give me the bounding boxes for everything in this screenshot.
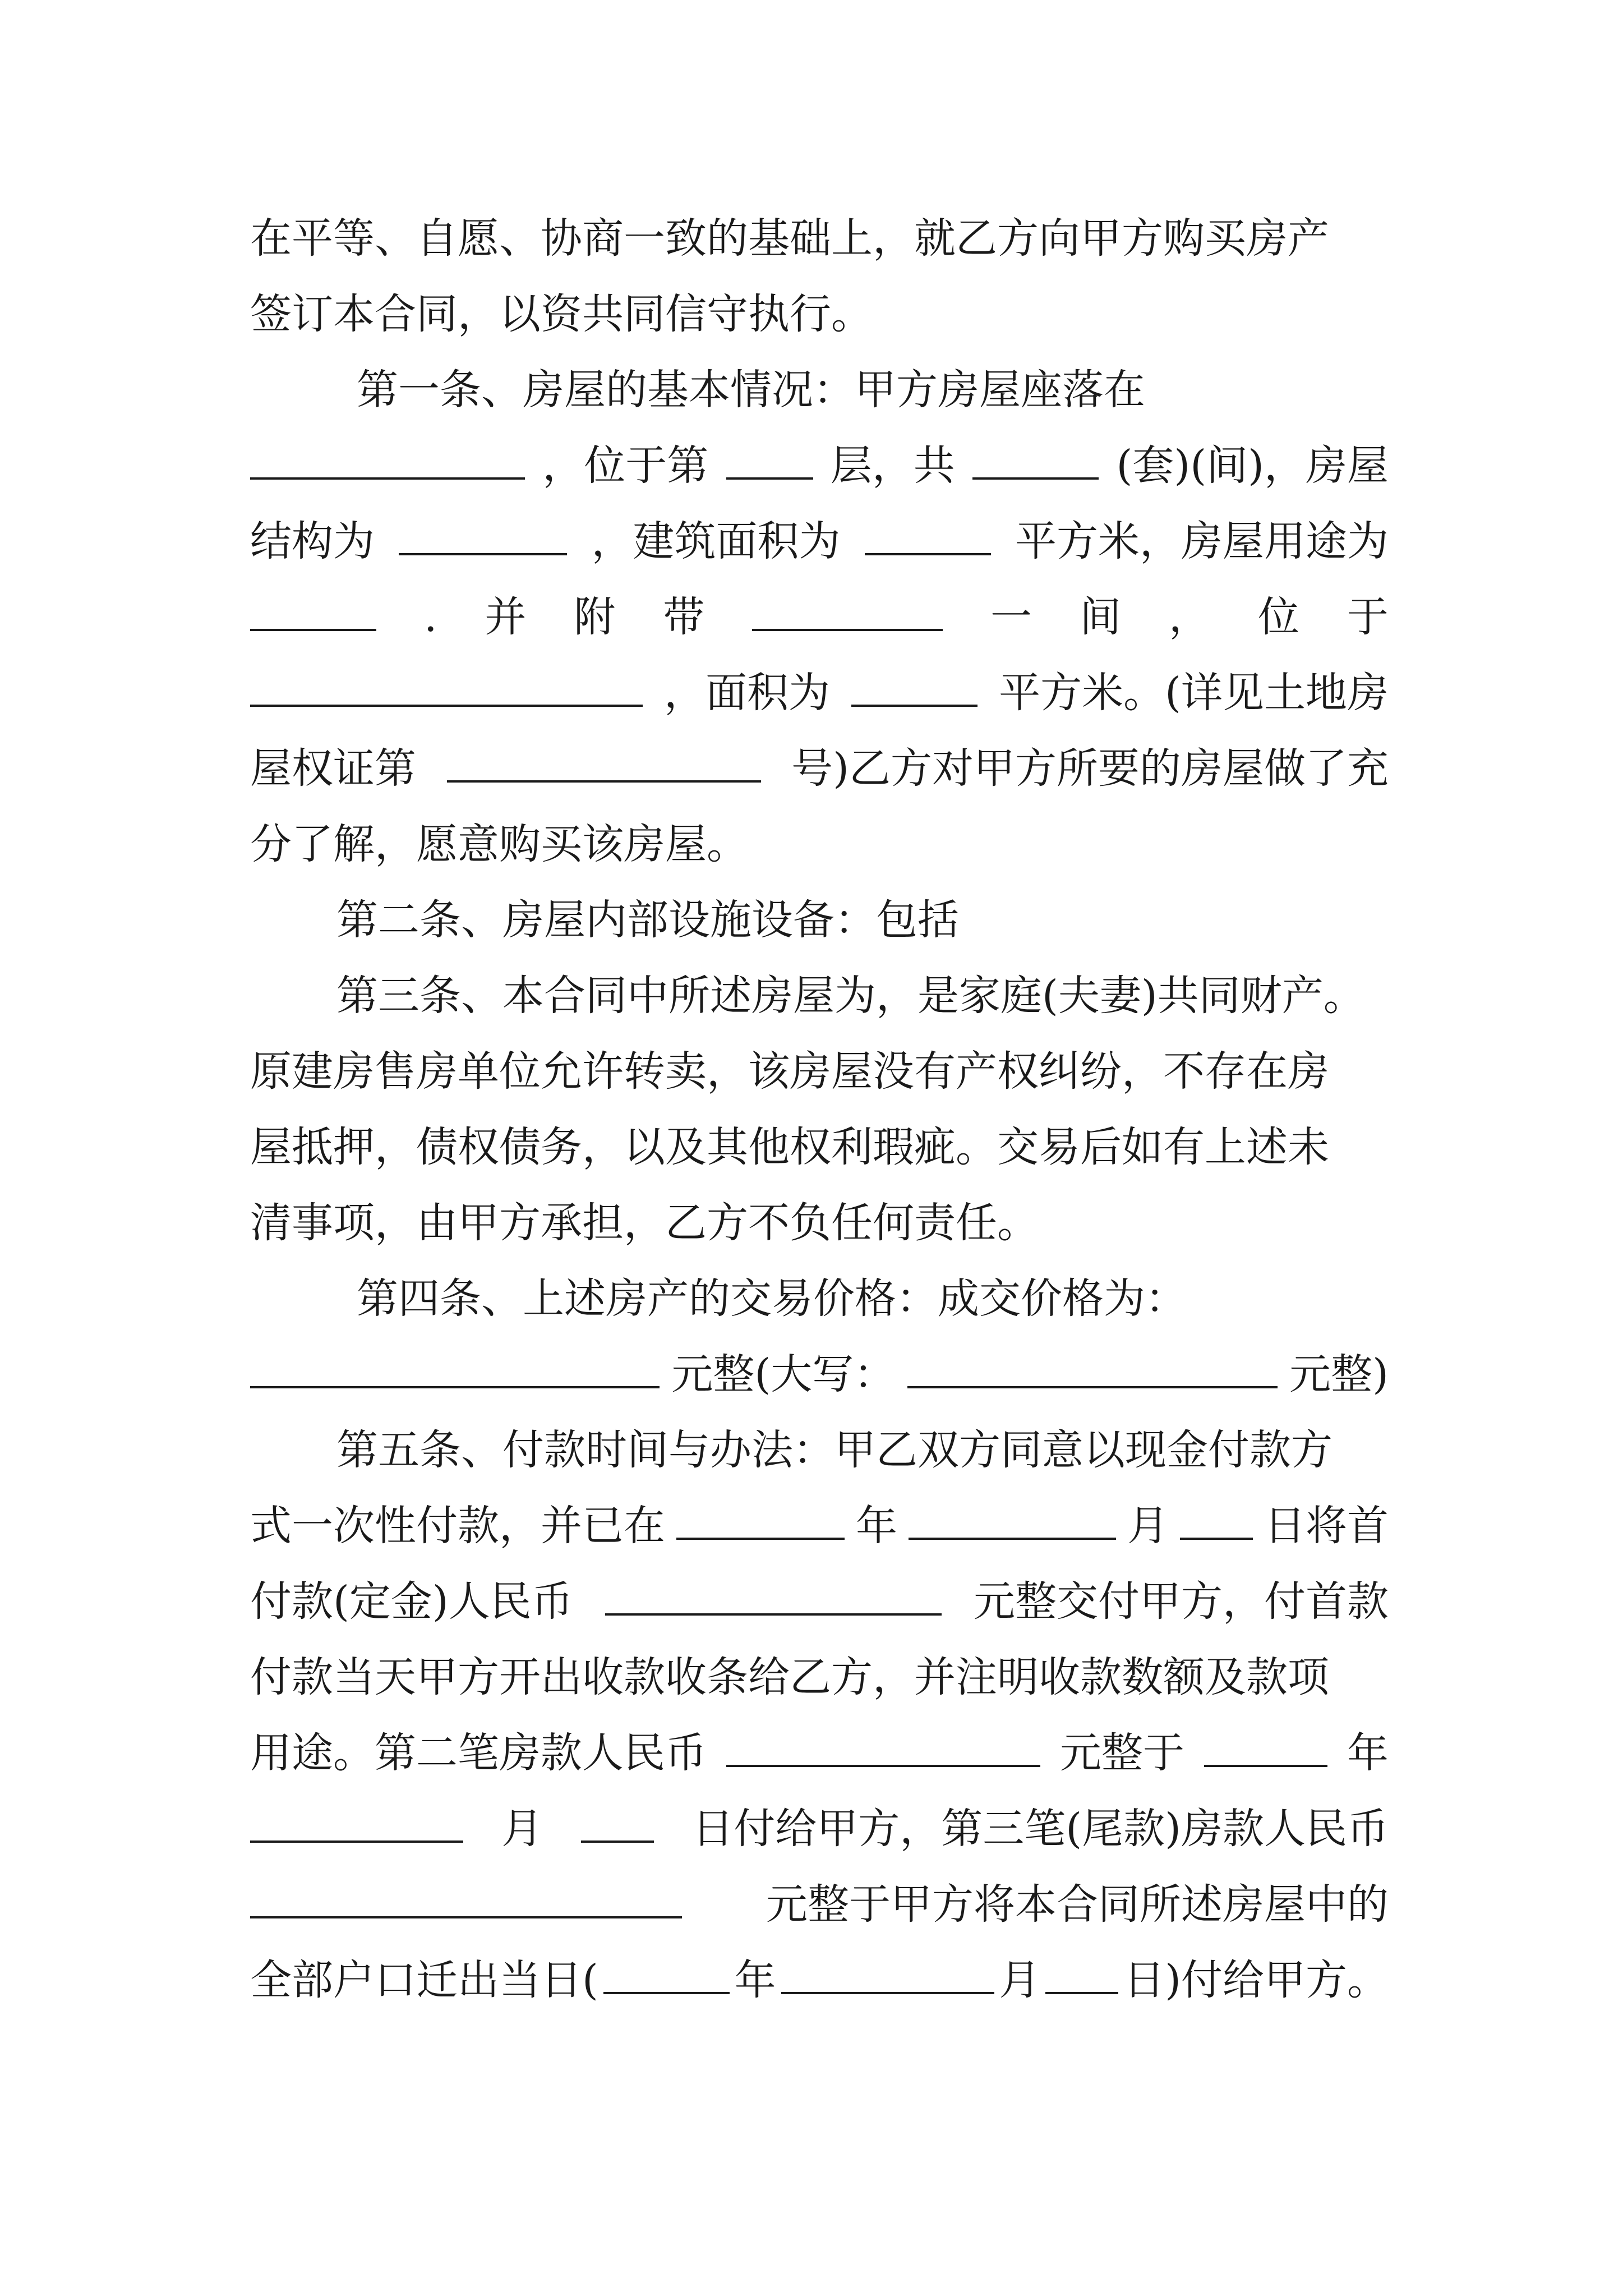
text-segment: 年	[734, 1956, 776, 2004]
text-segment: 元整)	[1289, 1350, 1389, 1398]
text-line-1	[250, 208, 1389, 269]
blank-field	[581, 1801, 654, 1843]
text-segment: 日付给甲方，第三笔(尾款)房款人民币	[692, 1805, 1389, 1853]
text-segment: 元整(大写：	[671, 1350, 896, 1398]
blank-field	[972, 438, 1099, 480]
blank-field	[907, 1347, 1278, 1388]
text-segment: 原建房售房单位允许转卖，该房屋没有产权纠纷，不存在房	[250, 1047, 1329, 1096]
text-segment: 一	[990, 593, 1032, 641]
text-segment: 平方米，房屋用途为	[1015, 517, 1389, 565]
text-segment: 屋权证第	[250, 744, 416, 793]
text-line-20	[250, 1646, 1389, 1708]
text-line-5	[250, 510, 1389, 572]
blank-field	[676, 1498, 845, 1540]
text-segment: 号)乙方对甲方所要的房屋做了充	[791, 744, 1389, 793]
text-segment: ，位于第	[542, 441, 709, 490]
blank-field	[250, 665, 643, 707]
blank-field	[1180, 1498, 1253, 1540]
text-segment: 日)付给甲方。	[1123, 1956, 1389, 2004]
blank-field	[1045, 1953, 1118, 1994]
text-segment: 元整于	[1060, 1729, 1184, 1777]
blank-field	[399, 514, 567, 555]
text-line-16	[250, 1343, 1389, 1405]
text-segment: 清事项，由甲方承担，乙方不负任何责任。	[250, 1199, 1039, 1247]
blank-field	[726, 1726, 1040, 1767]
article-2	[336, 889, 1389, 951]
text-segment: 第五条、付款时间与办法：甲乙双方同意以现金付款方	[336, 1426, 1332, 1474]
text-line-18	[250, 1495, 1389, 1557]
blank-field	[250, 1877, 682, 1918]
text-line-4	[250, 435, 1389, 496]
text-segment: ，建筑面积为	[591, 517, 841, 565]
text-segment: 月	[1127, 1502, 1169, 1550]
article-1-heading	[357, 359, 1389, 421]
blank-field	[250, 1801, 463, 1843]
text-segment: 间	[1080, 593, 1122, 641]
blank-field	[752, 590, 943, 631]
article-3	[336, 965, 1389, 1027]
blank-field	[1204, 1726, 1327, 1767]
text-segment: 第四条、上述房产的交易价格：成交价格为：	[357, 1274, 1187, 1323]
text-segment: .	[423, 593, 437, 641]
text-segment: 年	[1347, 1729, 1389, 1777]
text-segment: 附	[574, 593, 616, 641]
text-segment: 元整于甲方将本合同所述房屋中的	[766, 1880, 1389, 1929]
text-line-9	[250, 813, 1389, 875]
article-4	[357, 1268, 1389, 1329]
text-segment: 平方米。(详见土地房	[999, 669, 1389, 717]
text-segment: 第一条、房屋的基本情况：甲方房屋座落在	[357, 366, 1145, 414]
blank-field	[909, 1498, 1116, 1540]
text-segment: 并	[485, 593, 527, 641]
text-segment: 分了解，愿意购买该房屋。	[250, 820, 748, 868]
text-line-21	[250, 1722, 1389, 1784]
text-segment: 签订本合同，以资共同信守执行。	[250, 290, 873, 338]
text-segment: 用途。第二笔房款人民币	[250, 1729, 707, 1777]
text-segment: 日将首	[1264, 1502, 1389, 1550]
blank-field	[726, 438, 813, 480]
blank-field	[781, 1953, 994, 1994]
text-line-14	[250, 1192, 1389, 1254]
blank-field	[250, 438, 525, 480]
text-segment: 付款当天甲方开出收款收条给乙方，并注明收款数额及款项	[250, 1653, 1329, 1701]
text-segment: 于	[1347, 593, 1389, 641]
text-line-22	[250, 1798, 1389, 1860]
text-segment: 屋抵押，债权债务，以及其他权利瑕疵。交易后如有上述未	[250, 1123, 1329, 1171]
text-segment: 第三条、本合同中所述房屋为，是家庭(夫妻)共同财产。	[336, 972, 1365, 1020]
text-line-24	[250, 1949, 1389, 2011]
blank-field	[250, 1347, 660, 1388]
text-line-12	[250, 1041, 1389, 1102]
text-segment: 月	[501, 1805, 543, 1853]
text-line-23	[250, 1874, 1389, 1935]
blank-field	[603, 1953, 730, 1994]
text-segment: 带	[663, 593, 705, 641]
text-line-13	[250, 1116, 1389, 1178]
text-segment: ，	[1169, 593, 1211, 641]
text-segment: 第二条、房屋内部设施设备：包括	[336, 896, 959, 944]
blank-field	[447, 741, 761, 783]
blank-field	[865, 514, 991, 555]
text-segment: ，面积为	[664, 669, 831, 717]
text-segment: 月	[999, 1956, 1041, 2004]
text-segment: 结构为	[250, 517, 375, 565]
text-line-8	[250, 738, 1389, 799]
text-line-2	[250, 283, 1389, 345]
text-segment: 层，共	[830, 441, 955, 490]
text-line-19	[250, 1571, 1389, 1632]
blank-field	[851, 665, 978, 707]
text-line-6	[250, 586, 1389, 648]
text-segment: 在平等、自愿、协商一致的基础上，就乙方向甲方购买房产	[250, 214, 1329, 263]
text-line-7	[250, 662, 1389, 724]
blank-field	[605, 1574, 942, 1616]
article-5	[336, 1419, 1389, 1481]
text-segment: 元整交付甲方，付首款	[974, 1577, 1389, 1626]
text-segment: 位	[1257, 593, 1299, 641]
text-segment: 年	[856, 1502, 897, 1550]
text-segment: 付款(定金)人民币	[250, 1577, 573, 1626]
text-segment: (套)(间)，房屋	[1116, 441, 1389, 490]
blank-field	[250, 590, 376, 631]
text-segment: 全部户口迁出当日(	[250, 1956, 598, 2004]
text-segment: 式一次性付款，并已在	[250, 1502, 665, 1550]
